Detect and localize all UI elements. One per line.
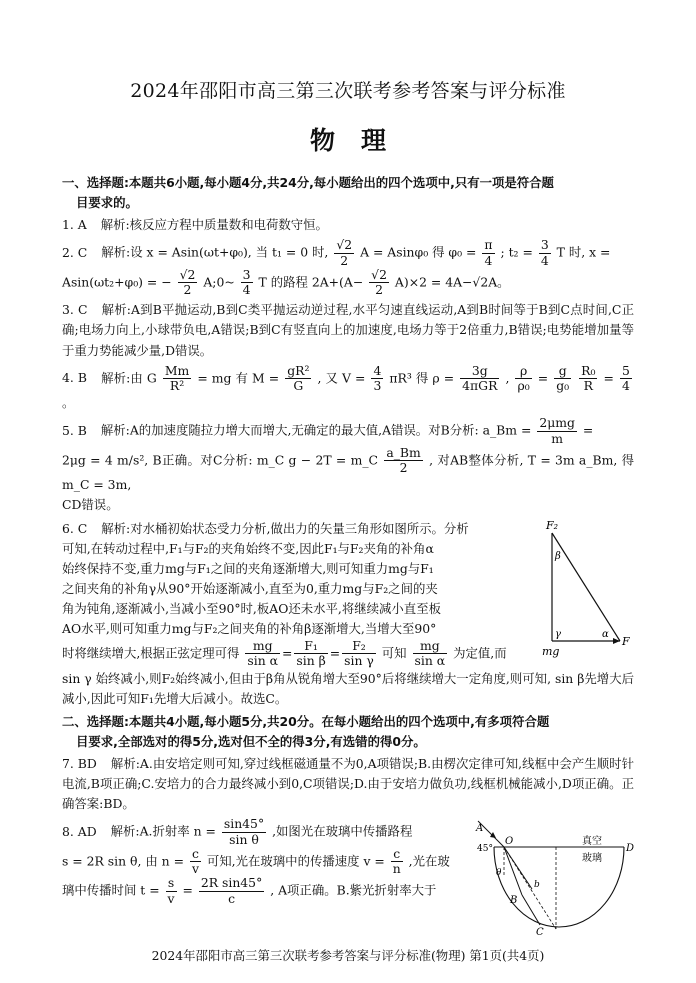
q4-f1-den: R²: [169, 377, 185, 393]
answer-5: 5. B: [62, 422, 87, 438]
q4-f2-num: gR²: [287, 362, 310, 378]
q2-text-7: T 的路程 2A+(A−: [258, 274, 364, 290]
q6-text-1: 时将继续增大,根据正弦定理可得: [62, 645, 240, 661]
q6-f1-den: sin α: [247, 653, 278, 669]
q6-f1-num: mg: [245, 639, 280, 654]
q8-f2-den: v: [191, 861, 199, 877]
q4-f5-den: ρ₀: [517, 377, 530, 393]
q4-text-4: πR³ 得 ρ =: [389, 369, 455, 385]
q4-fraction-1: [163, 364, 191, 394]
q4-fraction-4: [460, 364, 499, 394]
q5-f2-den: 2: [399, 460, 408, 476]
q4-f7-num: R₀: [581, 362, 596, 378]
q4-text-2: = mg 有 M =: [197, 369, 280, 385]
q5-f2-num: a_Bm: [386, 444, 421, 460]
answer-4: 4. B: [62, 369, 87, 385]
label-B: B: [510, 895, 518, 907]
q4-f2-den: G: [293, 377, 304, 393]
q2-text-5: Asin(ωt₂+φ₀) = −: [62, 274, 172, 290]
section-1-heading-line1: 一、选择题:本题共6小题,每小题4分,共24分,每小题给出的四个选项中,只有一项是符合题: [62, 175, 554, 190]
question-6: [62, 519, 634, 709]
q2-f2-num: π: [484, 237, 493, 253]
q4-f6-den: g₀: [556, 377, 570, 393]
q4-f8-den: 4: [621, 377, 630, 393]
explanation-1: 解析:核反应方程中质量数和电荷数守恒。: [100, 217, 328, 233]
q2-fraction-5: [241, 268, 253, 298]
q2-fraction-1: [334, 238, 354, 268]
label-mg: mg: [542, 644, 560, 658]
question-2: [62, 238, 634, 297]
q8-text-1: 解析:A.折射率 n =: [110, 823, 216, 839]
q8-fraction-1: [222, 817, 266, 847]
section-1-heading: [62, 173, 634, 213]
q8-fraction-3: [391, 847, 403, 877]
q4-text-3: , 又 V =: [317, 369, 366, 385]
q4-fraction-6: [554, 364, 571, 394]
q5-text-1: 解析:A的加速度随拉力增大而增大,无确定的最大值,A错误。对B分析: a_Bm =: [100, 422, 532, 438]
answer-8: 8. AD: [62, 823, 97, 839]
q6-line-6: AO水平,则可知重力mg与F₂之间夹角的补角β逐渐增大,当增大至90°: [62, 620, 437, 636]
q6-f4-num: mg: [413, 639, 448, 654]
q6-tail: sin γ 始终减小,则F₂始终减小,但由于β角从锐角增大至90°后将继续增大一定角度,则可知, sin β先增大后减小,因此可知F₁先增大后减小。故选C。: [62, 670, 634, 706]
q8-text-5: ,光在玻: [408, 853, 450, 869]
incident-arrow: [490, 832, 496, 838]
label-C: C: [536, 927, 544, 938]
q8-f1-num: sin45°: [223, 816, 265, 832]
q6-fraction-1: [245, 639, 280, 669]
q4-f1-num: Mm: [164, 362, 190, 378]
q2-f3-den: 4: [540, 252, 549, 268]
force-line-diagonal: [552, 533, 620, 641]
q4-text-1: 解析:由 G: [100, 369, 157, 385]
section-2-heading-line2: 目要求,全部选对的得5分,选对但不全的得3分,有选错的得0分。: [76, 733, 426, 749]
q6-line-1: 解析:对水桶初始状态受力分析,做出力的矢量三角形如图所示。分析: [101, 520, 469, 536]
q8-f5-den: c: [228, 890, 236, 906]
q5-f1-den: m: [551, 430, 563, 446]
label-D: D: [626, 843, 634, 855]
glass-semicircle-diagram: [474, 817, 634, 937]
q4-text-7: =: [603, 369, 614, 385]
label-45: 45°: [477, 844, 493, 855]
label-glass: 玻璃: [582, 853, 602, 865]
q2-text-2: A = Asinφ₀ 得 φ₀ =: [360, 244, 477, 260]
q4-fraction-3: [371, 364, 383, 394]
label-theta: θ: [496, 868, 502, 879]
q2-fraction-2: [482, 238, 494, 268]
q2-fraction-6: [369, 268, 389, 298]
q4-text-8: 。: [62, 395, 75, 411]
q6-f2-den: sin β: [296, 653, 326, 669]
q2-fraction-4: [178, 268, 198, 298]
q8-fraction-5: [199, 876, 264, 906]
label-b: b: [534, 880, 540, 891]
q8-wrapped-text: [62, 817, 462, 906]
refracted-ray-1: [504, 847, 522, 895]
q4-fraction-8: [620, 364, 632, 394]
q2-f2-den: 4: [484, 252, 493, 268]
question-1: [62, 215, 634, 235]
q5-f1-num: 2μmg: [539, 415, 575, 431]
q5-fraction-2: [384, 446, 422, 476]
question-7: [62, 754, 634, 814]
question-8: [62, 816, 634, 938]
q2-f3-num: 3: [540, 237, 549, 253]
q4-f3-num: 4: [373, 362, 382, 378]
q2-f4-num: √2: [179, 266, 196, 282]
answer-6: 6. C: [62, 520, 88, 536]
q8-f4-den: v: [167, 890, 175, 906]
q2-fraction-3: [539, 238, 551, 268]
section-2-heading-line1: 二、选择题:本题共4小题,每小题5分,共20分。在每小题给出的四个选项中,有多项符合题: [62, 713, 550, 729]
q4-f8-num: 5: [621, 362, 630, 378]
q4-f5-num: ρ: [515, 364, 531, 379]
q8-text-8: , A项正确。B.紫光折射率大于: [270, 882, 437, 898]
label-gamma: γ: [555, 628, 561, 640]
label-beta: β: [555, 550, 561, 562]
q2-f5-den: 4: [242, 282, 251, 298]
force-triangle-diagram: [542, 519, 634, 659]
q8-f5-num: 2R sin45°: [200, 875, 263, 891]
section-1-heading-line2: 目要求的。: [76, 195, 138, 211]
q8-text-3: s = 2R sin θ, 由 n =: [62, 853, 184, 869]
q2-f6-den: 2: [375, 282, 383, 298]
content-body: [62, 172, 634, 938]
q5-text-3: 2μg = 4 m/s², B正确。对C分析: m_C g − 2T = m_C: [62, 452, 379, 468]
q2-f1-num: √2: [336, 237, 353, 253]
q6-text-3: 为定值,而: [453, 645, 507, 661]
answer-1: 1. A: [62, 217, 87, 233]
q2-text-8: A)×2 = 4A−√2A。: [394, 274, 510, 290]
q4-fraction-2: [285, 364, 311, 394]
q6-fraction-2: [294, 639, 327, 669]
answer-7: 7. BD: [62, 755, 97, 771]
answer-2: 2. C: [62, 244, 88, 260]
q8-f3-den: n: [392, 861, 401, 877]
q4-f7-den: R: [583, 377, 593, 393]
label-A: A: [476, 823, 484, 835]
q6-line-4: 之间夹角的补角γ从90°开始逐渐减小,直至为0,重力mg与F₂之间的夹: [62, 580, 438, 596]
q6-fraction-3: [342, 639, 376, 669]
label-air: 真空: [582, 836, 602, 848]
question-3: [62, 300, 634, 360]
page-footer: 2024年邵阳市高三第三次联考参考答案与评分标准(物理) 第1页(共4页): [151, 948, 545, 963]
q6-f4-den: sin α: [414, 653, 446, 669]
q2-text-1: 解析:设 x = Asin(ωt+φ₀), 当 t₁ = 0 时,: [101, 244, 329, 260]
q5-fraction-1: [537, 416, 577, 446]
q6-fraction-4: [413, 639, 448, 669]
q5-text-2: =: [582, 422, 594, 438]
q4-f6-num: g: [554, 364, 571, 379]
document-title: 2024年邵阳市高三第三次联考参考答案与评分标准: [130, 80, 566, 102]
q6-text-2: 可知: [381, 645, 407, 661]
q6-line-3: 始终保持不变,重力mg与F₁之间的夹角逐渐增大,则可知重力mg与F₁: [62, 560, 434, 576]
q2-text-4: T 时, x =: [556, 244, 611, 260]
q4-f3-den: 3: [373, 377, 382, 393]
q6-f2-num: F₁: [294, 639, 327, 654]
q4-fraction-7: [579, 364, 597, 394]
glass-arc: [494, 847, 624, 927]
label-F: F: [622, 634, 630, 648]
q4-fraction-5: [515, 364, 531, 394]
q4-text-6: =: [537, 369, 549, 385]
section-2-heading: [62, 712, 634, 752]
q8-text-6: 璃中传播时间 t =: [62, 882, 160, 898]
q8-text-2: ,如图光在玻璃中传播路程: [272, 823, 413, 839]
q8-fraction-2: [190, 847, 201, 877]
q6-wrapped-text: 6. C 解析:对水桶初始状态受力分析,做出力的矢量三角形如图所示。分析 可知,在转动过程中,F₁与F₂的夹角始终不变,因此F₁与F₂夹角的补角α 始终保持不变,重力mg与F₁之间的夹角逐渐增大,则可知重力mg与F₁ 之间夹角的补角γ从90°开始逐渐减小,直至为0,重力mg与F₂之间的夹 角为钝角,逐渐减小,当减小至90°时,板AO还未水平,将继续减小直至板 AO水平,则可知重力mg与F₂之间夹角的补角β逐渐增大,当增大至90° 时将继续增大,根据正弦定理可得 $\frac{mg}{\text{sin α}}$ = $\frac{\text{F₁}}{\text{sin β}}$ = $\frac{\text{F₂}}{\text{sin γ}}$ 可知 $\frac{mg}{\text{sin α}}$ 为定值,而: [62, 520, 507, 669]
label-O: O: [505, 836, 514, 848]
q8-f3-num: c: [391, 847, 403, 862]
q8-fraction-4: [166, 876, 177, 906]
q2-f6-num: √2: [371, 266, 387, 282]
q4-text-5: ,: [505, 369, 510, 385]
subject-title: 物理: [309, 126, 412, 155]
q2-f1-den: 2: [340, 252, 349, 268]
q5-text-4: , 对AB整体分析, T = 3m a_Bm, 得 m_C = 3m,: [62, 452, 634, 493]
question-5: [62, 416, 634, 515]
q8-f4-num: s: [166, 876, 177, 891]
q8-text-4: 可知,光在玻璃中的传播速度 v =: [206, 853, 385, 869]
q4-f4-num: 3g: [460, 364, 499, 379]
q6-line-2: 可知,在转动过程中,F₁与F₂的夹角始终不变,因此F₁与F₂夹角的补角α: [62, 540, 434, 556]
explanation-3: 解析:A到B平抛运动,B到C类平抛运动逆过程,水平匀速直线运动,A到B时间等于B到C点时间,C正确;电场力向上,小球带负电,A错误;B到C有竖直向上的加速度,电场力等于2倍重力,B错误;电势能增加量等于重力势能减少量,D错误。: [62, 302, 634, 358]
q4-f4-den: 4πGR: [462, 377, 498, 393]
q6-f3-num: F₂: [342, 639, 376, 654]
q5-text-5: CD错误。: [62, 497, 119, 513]
q2-text-6: A;0~: [203, 274, 235, 290]
answer-3: 3. C: [62, 302, 88, 318]
label-F2: F₂: [546, 518, 559, 532]
label-alpha: α: [602, 628, 609, 640]
q8-f2-num: c: [190, 847, 201, 862]
q6-f3-den: sin γ: [344, 653, 374, 669]
question-4: [62, 364, 634, 414]
q8-text-7: =: [182, 882, 193, 898]
q6-line-5: 角为钝角,逐渐减小,当减小至90°时,板AO还未水平,将继续减小直至板: [62, 600, 441, 616]
q2-text-3: ; t₂ =: [500, 244, 533, 260]
explanation-7: 解析:A.由安培定则可知,穿过线框磁通量不为0,A项错误;B.由楞次定律可知,线框中会产生顺时针电流,B项正确;C.安培力的合力最终减小到0,C项错误;D.由于安培力做负功,线框机械能减小,D项正确。正确答案:BD。: [62, 755, 634, 812]
q8-f1-den: sin θ: [229, 831, 259, 847]
q2-f5-num: 3: [242, 266, 251, 282]
q2-f4-den: 2: [183, 282, 192, 298]
